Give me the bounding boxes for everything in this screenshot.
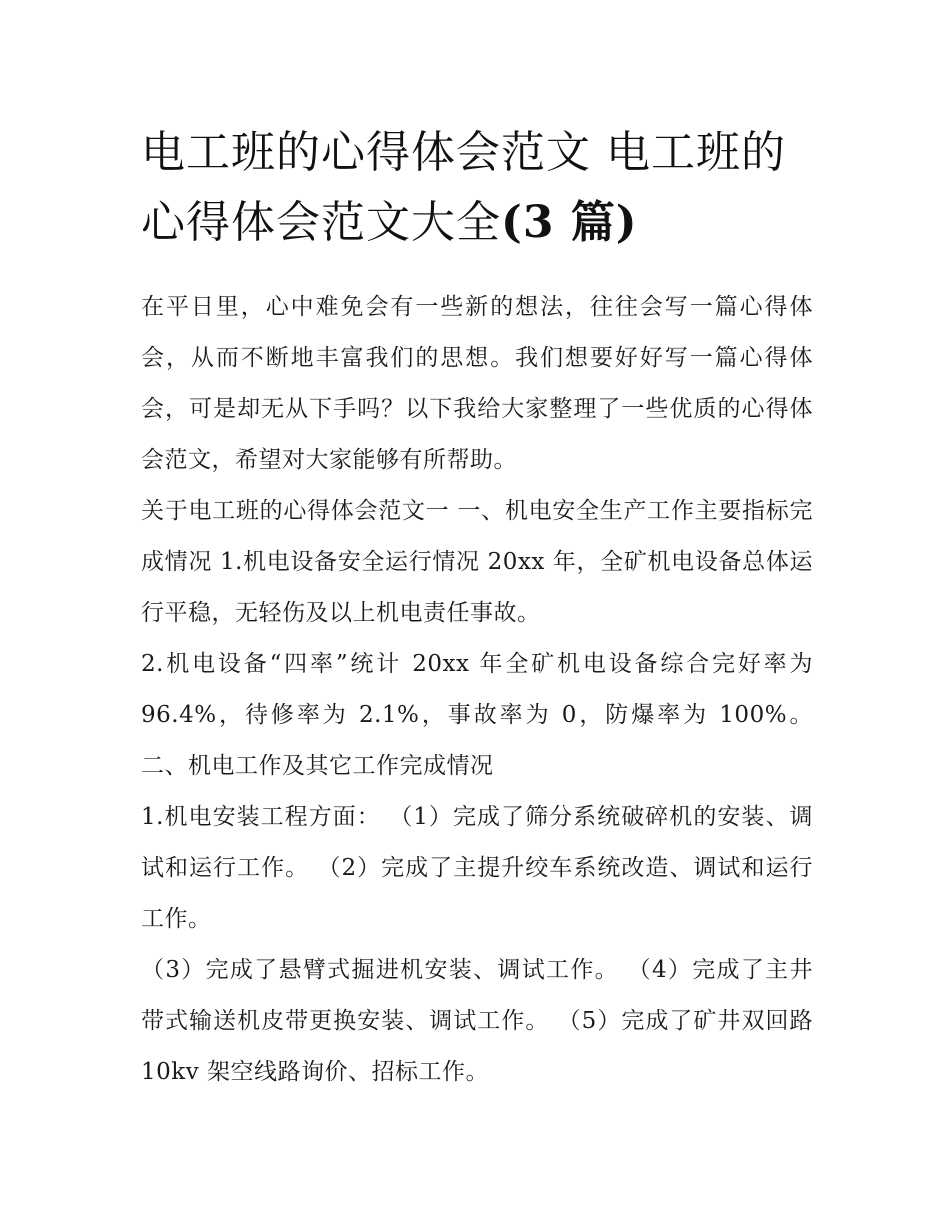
body-paragraph-1: 关于电工班的心得体会范文一 一、机电安全生产工作主要指标完成情况 1.机电设备安全运行情况 20xx 年，全矿机电设备总体运行平稳，无轻伤及以上机电责任事故。 xyxy=(141,498,813,626)
title-main: 电工班的心得体会范文 电工班的心得体会范文大全 xyxy=(141,127,786,248)
body-paragraph-2: 2.机电设备“四率”统计 20xx 年全矿机电设备综合完好率为 96.4%，待修率为 2.1%，事故率为 0，防爆率为 100%。 二、机电工作及其它工作完成情况 xyxy=(141,651,813,779)
document-title xyxy=(141,118,813,258)
body-paragraph-4: （3）完成了悬臂式掘进机安装、调试工作。 （4）完成了主井带式输送机皮带更换安装、调试工作。 （5）完成了矿井双回路 10kv 架空线路询价、招标工作。 xyxy=(141,957,813,1085)
title-suffix: (3 篇) xyxy=(501,197,638,248)
body-paragraph-3: 1.机电安装工程方面： （1）完成了筛分系统破碎机的安装、调试和运行工作。 （2）完成了主提升绞车系统改造、调试和运行工作。 xyxy=(141,804,813,932)
document-content xyxy=(141,118,813,1098)
intro-paragraph: 在平日里，心中难免会有一些新的想法，往往会写一篇心得体会，从而不断地丰富我们的思想。我们想要好好写一篇心得体会，可是却无从下手吗？以下我给大家整理了一些优质的心得体会范文，希望对大家能够有所帮助。 xyxy=(141,294,813,473)
